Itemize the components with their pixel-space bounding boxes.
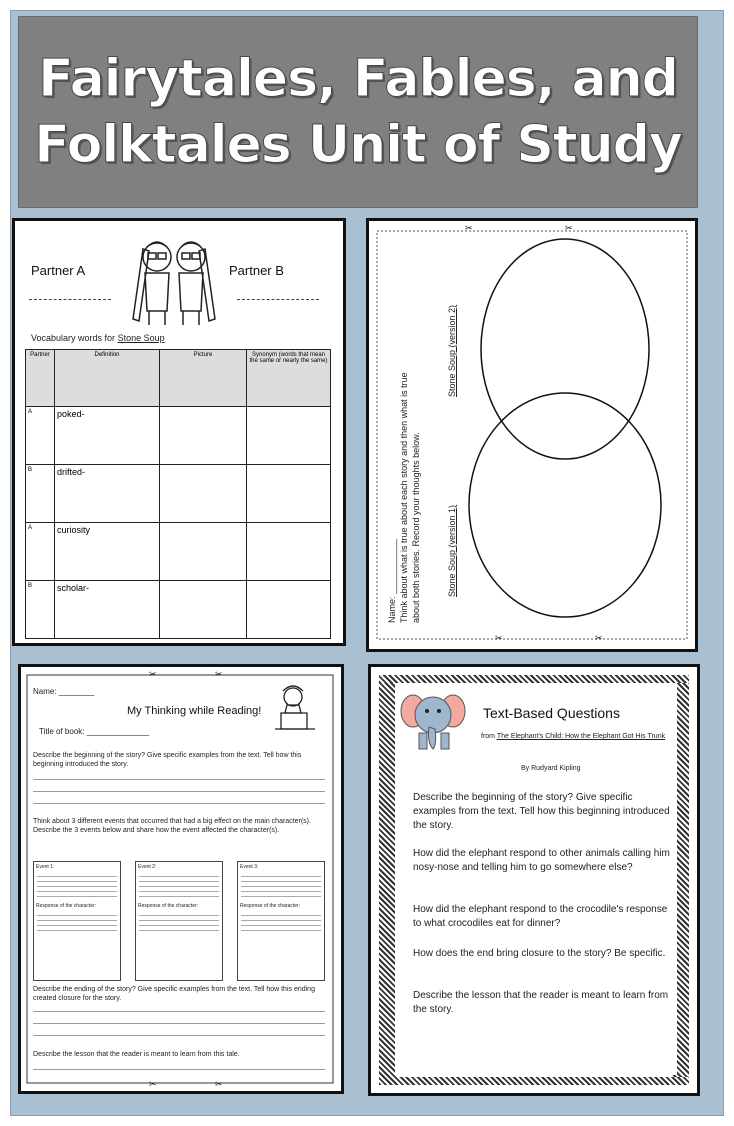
bow-ornament-icon: ✂ [215,669,223,679]
label-version-2: Stone Soup (version 2) [447,304,457,397]
vocab-table [25,349,331,639]
thinking-while-reading-preview [18,664,344,1094]
event-label: Event 3: [240,864,259,870]
elephant-icon [399,689,469,753]
row-picture-cell [160,581,247,639]
partner-a-line [29,299,111,300]
girl-reading-icon [267,683,321,733]
question-item: Describe the beginning of the story? Give specific examples from the text. Tell how this beginning introduced the story. [413,792,670,831]
striped-border-top [379,675,689,683]
event-response: Response of the character: [138,903,199,909]
event-response: Response of the character: [240,903,301,909]
venn-diagram-preview [366,218,698,652]
row-synonym-cell [247,465,331,523]
source-line [481,729,671,745]
question-item: How did the elephant respond to the crocodile's response to what crocodiles eat for dinner? [413,904,668,929]
row-synonym-cell [247,523,331,581]
book-title-field: Title of book: ______________ [39,727,150,736]
table-row [26,581,331,639]
vocab-title [31,333,165,343]
title-line-2: Folktales Unit of Study [34,115,682,175]
row-picture-cell [160,465,247,523]
name-line: Name: ___________ [387,538,397,623]
event-box [135,861,223,981]
row-synonym-cell [247,407,331,465]
partner-a-label: Partner A [31,263,86,278]
bow-ornament-icon: ✂ [495,633,503,643]
prompt-lesson: Describe the lesson that the reader is meant to learn from this tale. [33,1051,240,1058]
striped-border-bottom [379,1077,689,1085]
event-label: Event 1: [36,864,55,870]
row-picture-cell [160,407,247,465]
col-picture: Picture [160,350,247,407]
row-partner: A [26,407,55,465]
venn-circle-bottom [469,393,661,617]
page3-heading: My Thinking while Reading! [127,705,262,717]
row-synonym-cell [247,581,331,639]
question-item: How does the end bring closure to the story? Be specific. [413,948,666,959]
bow-ornament-icon: ✂ [149,1079,157,1089]
venn-instructions-2: about both stories. Record your thoughts below. [411,432,421,623]
page4-heading: Text-Based Questions [483,705,620,721]
question-item: How did the elephant respond to other animals calling him nosy-nose and telling him to go somewhere else? [413,848,670,873]
venn-circle-top [481,239,649,459]
title-banner [18,16,698,208]
text-based-questions-preview [368,664,700,1096]
prompt-ending: Describe the ending of the story? Give specific examples from the text. Tell how this ending created closure for the story. [33,986,315,1002]
answer-line [33,1023,325,1024]
answer-line [33,1035,325,1036]
name-field: Name: ________ [33,687,95,696]
from-prefix: from [481,733,495,740]
row-word: drifted- [55,465,160,523]
source-title: The Elephant's Child: How the Elephant Got His Trunk [496,733,666,740]
answer-line [33,803,325,804]
bow-ornament-icon: ✂ [465,223,473,233]
row-partner: B [26,581,55,639]
vocab-story: Stone Soup [117,333,165,343]
row-partner: A [26,523,55,581]
label-version-1: Stone Soup (version 1) [447,504,457,597]
partner-b-label: Partner B [229,263,284,278]
row-word: curiosity [55,523,160,581]
event-response: Response of the character: [36,903,97,909]
table-row [26,407,331,465]
venn-instructions-1: Think about what is true about each story and then what is true [399,372,409,623]
answer-line [33,1069,325,1070]
row-picture-cell [160,523,247,581]
answer-line [33,779,325,780]
title-line-1: Fairytales, Fables, and [38,49,678,109]
event-box [33,861,121,981]
row-partner: B [26,465,55,523]
bow-ornament-icon: ✂ [595,633,603,643]
event-box [237,861,325,981]
table-row [26,523,331,581]
row-word: scholar- [55,581,160,639]
bow-ornament-icon: ✂ [149,669,157,679]
col-synonym: Synonym (words that mean the same or nearly the same) [247,350,331,407]
row-word: poked- [55,407,160,465]
bow-ornament-icon: ✂ [565,223,573,233]
col-definition: Definition [55,350,160,407]
answer-line [33,791,325,792]
partner-b-line [237,299,319,300]
vocabulary-worksheet-preview [12,218,346,646]
col-partner: Partner [26,350,55,407]
question-item: Describe the lesson that the reader is meant to learn from the story. [413,990,669,1015]
author-line: By Rudyard Kipling [521,765,581,772]
prompt-events: Think about 3 different events that occurred that had a big effect on the main character(s). Describe the 3 events below and share how the event affected the character(s). [33,818,311,834]
bow-ornament-icon: ✂ [215,1079,223,1089]
prompt-beginning: Describe the beginning of the story? Give specific examples from the text. Tell how this beginning introduced the story. [33,752,302,768]
vocab-prefix: Vocabulary words for [31,333,116,343]
event-label: Event 2: [138,864,157,870]
answer-line [33,1011,325,1012]
table-row [26,465,331,523]
kids-with-pencils-icon [123,229,225,329]
